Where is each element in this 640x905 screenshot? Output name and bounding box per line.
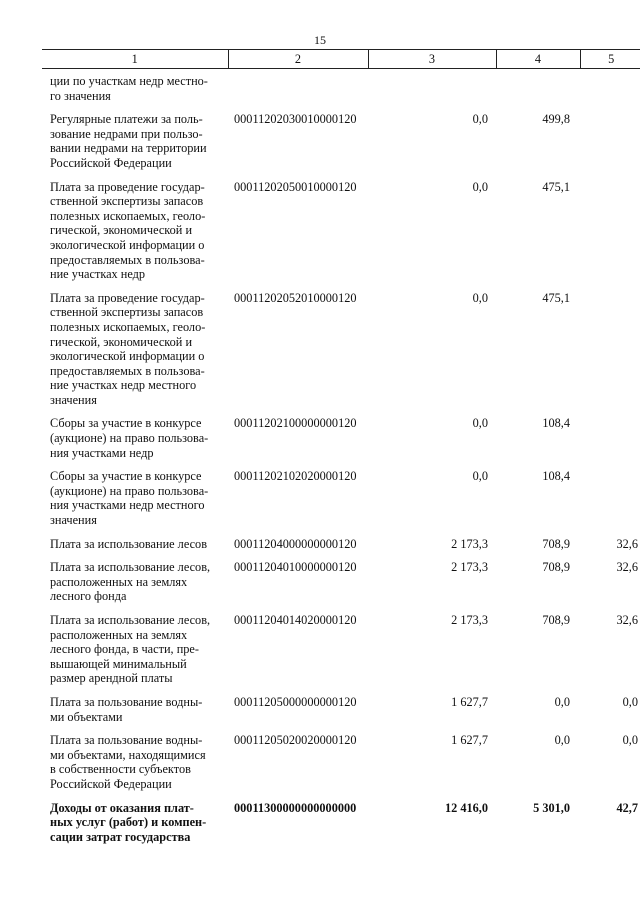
- row-col5: 0,0: [622, 694, 638, 709]
- row-name-line: ции по участкам недр местно-: [50, 74, 208, 88]
- row-name-line: Плата за использование лесов,: [50, 560, 211, 575]
- row-code: 00011204014020000120: [234, 613, 357, 627]
- table-row: [42, 282, 640, 408]
- row-col3: 2 173,3: [451, 536, 488, 551]
- row-col5: 32,6: [616, 560, 638, 575]
- row-name-line: предоставляемых в пользова-: [50, 363, 205, 378]
- row-name-line: Плата за пользование водны-: [50, 694, 203, 709]
- row-name-line: Плата за использование лесов,: [50, 613, 211, 627]
- row-name: [42, 528, 228, 552]
- table-row: [42, 460, 640, 527]
- row-col5: 32,6: [616, 536, 638, 551]
- row-code: 00011202030010000120: [234, 112, 357, 127]
- row-name-line: (аукционе) на право пользова-: [50, 483, 209, 498]
- row-col5: [580, 460, 640, 527]
- table-row: [42, 407, 640, 460]
- row-name: [42, 407, 228, 460]
- row-name: [42, 604, 228, 686]
- row-name: [42, 792, 228, 845]
- row-col4: 108,4: [542, 416, 570, 431]
- row-name-line: зование недрами при пользо-: [50, 126, 203, 141]
- row-name-line: ние участках недр местного: [50, 378, 197, 393]
- row-name-line: размер арендной платы: [50, 671, 173, 686]
- row-code: 00011205020020000120: [234, 733, 357, 748]
- row-name-line: гической, экономической и: [50, 223, 193, 238]
- row-name: [42, 686, 228, 724]
- row-col5: 32,6: [616, 613, 638, 627]
- row-name-line: вышающей минимальный: [50, 656, 187, 671]
- row-col4: 708,9: [542, 560, 570, 575]
- row-name-line: гической, экономической и: [50, 334, 193, 349]
- row-col3: 12 416,0: [444, 800, 488, 815]
- row-name-line: значения: [50, 513, 97, 528]
- row-name: [42, 103, 228, 170]
- table-header-row: [42, 50, 640, 69]
- row-name-line: вании недрами на территории: [50, 141, 207, 156]
- row-name-line: полезных ископаемых, геоло-: [50, 319, 206, 334]
- row-name-line: Регулярные платежи за поль-: [50, 112, 203, 127]
- row-col3: 1 627,7: [451, 733, 488, 748]
- row-name-line: лесного фонда: [50, 589, 127, 604]
- row-name-line: Плата за проведение государ-: [50, 290, 205, 305]
- row-name-line: (аукционе) на право пользова-: [50, 431, 209, 446]
- row-col5: [580, 282, 640, 408]
- row-col4: 708,9: [542, 613, 570, 627]
- row-name-line: экологической информации о: [50, 349, 205, 364]
- row-name: [42, 551, 228, 604]
- row-name-line: Сборы за участие в конкурсе: [50, 469, 202, 484]
- row-name: [42, 171, 228, 282]
- row-name: [42, 282, 228, 408]
- row-code: 00011202102020000120: [234, 469, 357, 484]
- page-number: 15: [314, 33, 326, 47]
- row-col5: [580, 407, 640, 460]
- row-name: [42, 724, 228, 791]
- row-col4: 475,1: [542, 290, 570, 305]
- row-name-line: экологической информации о: [50, 237, 205, 252]
- row-name-line: Российской Федерации: [50, 155, 172, 170]
- row-name-line: ственной экспертизы запасов: [50, 305, 204, 320]
- table-row: [42, 724, 640, 791]
- row-col5: [580, 171, 640, 282]
- table-row: [42, 171, 640, 282]
- column-header: 1: [42, 50, 228, 69]
- row-col4: 5 301,0: [533, 800, 570, 815]
- table-row: [42, 528, 640, 552]
- row-name-line: ных услуг (работ) и компен-: [50, 815, 207, 830]
- row-col5: [580, 103, 640, 170]
- row-name: [42, 460, 228, 527]
- row-col3: 0,0: [472, 179, 488, 194]
- row-name-line: Сборы за участие в конкурсе: [50, 416, 202, 431]
- row-col3: 1 627,7: [451, 694, 488, 709]
- column-header: 5: [580, 50, 640, 69]
- row-name-line: расположенных на землях: [50, 627, 188, 642]
- row-col3: 0,0: [472, 290, 488, 305]
- row-col4: 108,4: [542, 469, 570, 484]
- row-code: [228, 69, 368, 104]
- row-code: 00011300000000000000: [234, 800, 357, 815]
- row-col3: 0,0: [472, 469, 488, 484]
- row-col3: [368, 69, 496, 104]
- row-code: 00011202100000000120: [234, 416, 357, 431]
- table-row: [42, 792, 640, 845]
- table-row: [42, 103, 640, 170]
- row-name-line: ми объектами: [50, 709, 123, 724]
- row-col5: [580, 69, 640, 104]
- row-col3: 2 173,3: [451, 613, 488, 627]
- row-code: 00011204010000000120: [234, 560, 357, 575]
- table-row: [42, 69, 640, 104]
- column-header: 2: [228, 50, 368, 69]
- row-name-line: значения: [50, 392, 97, 407]
- row-col4: 475,1: [542, 179, 570, 194]
- row-name-line: го значения: [50, 88, 111, 103]
- row-col5: 0,0: [622, 733, 638, 748]
- row-col4: [496, 69, 580, 104]
- row-code: 00011202050010000120: [234, 179, 357, 194]
- row-name-line: сации затрат государства: [50, 829, 191, 844]
- row-code: 00011202052010000120: [234, 290, 357, 305]
- row-name-line: в собственности субъектов: [50, 762, 191, 777]
- row-name-line: ния участками недр: [50, 445, 154, 460]
- table-row: [42, 686, 640, 724]
- row-name-line: ми объектами, находящимися: [50, 747, 206, 762]
- row-name-line: Плата за пользование водны-: [50, 733, 203, 748]
- table-row: [42, 604, 640, 686]
- row-name-line: ния участками недр местного: [50, 498, 205, 513]
- row-name-line: лесного фонда, в части, пре-: [50, 642, 199, 657]
- row-col5: 42,7: [616, 800, 638, 815]
- row-col4: 708,9: [542, 536, 570, 551]
- column-header: 4: [496, 50, 580, 69]
- row-name-line: Плата за использование лесов: [50, 536, 207, 551]
- row-col4: 0,0: [554, 733, 570, 748]
- row-code: 00011205000000000120: [234, 694, 357, 709]
- row-name-line: ственной экспертизы запасов: [50, 194, 204, 209]
- row-col3: 2 173,3: [451, 560, 488, 575]
- row-name-line: предоставляемых в пользова-: [50, 252, 205, 267]
- table-body: [42, 69, 640, 845]
- table-row: [42, 551, 640, 604]
- row-name-line: Российской Федерации: [50, 776, 172, 791]
- row-name-line: полезных ископаемых, геоло-: [50, 208, 206, 223]
- row-name-line: ние участках недр: [50, 267, 146, 282]
- row-col3: 0,0: [472, 416, 488, 431]
- row-col4: 499,8: [542, 112, 570, 127]
- row-code: 00011204000000000120: [234, 536, 357, 551]
- column-header: 3: [368, 50, 496, 69]
- row-name-line: расположенных на землях: [50, 574, 188, 589]
- row-name: [42, 69, 228, 104]
- row-col3: 0,0: [472, 112, 488, 127]
- row-col4: 0,0: [554, 694, 570, 709]
- row-name-line: Плата за проведение государ-: [50, 179, 205, 194]
- row-name-line: Доходы от оказания плат-: [50, 800, 194, 815]
- budget-table: [42, 49, 640, 844]
